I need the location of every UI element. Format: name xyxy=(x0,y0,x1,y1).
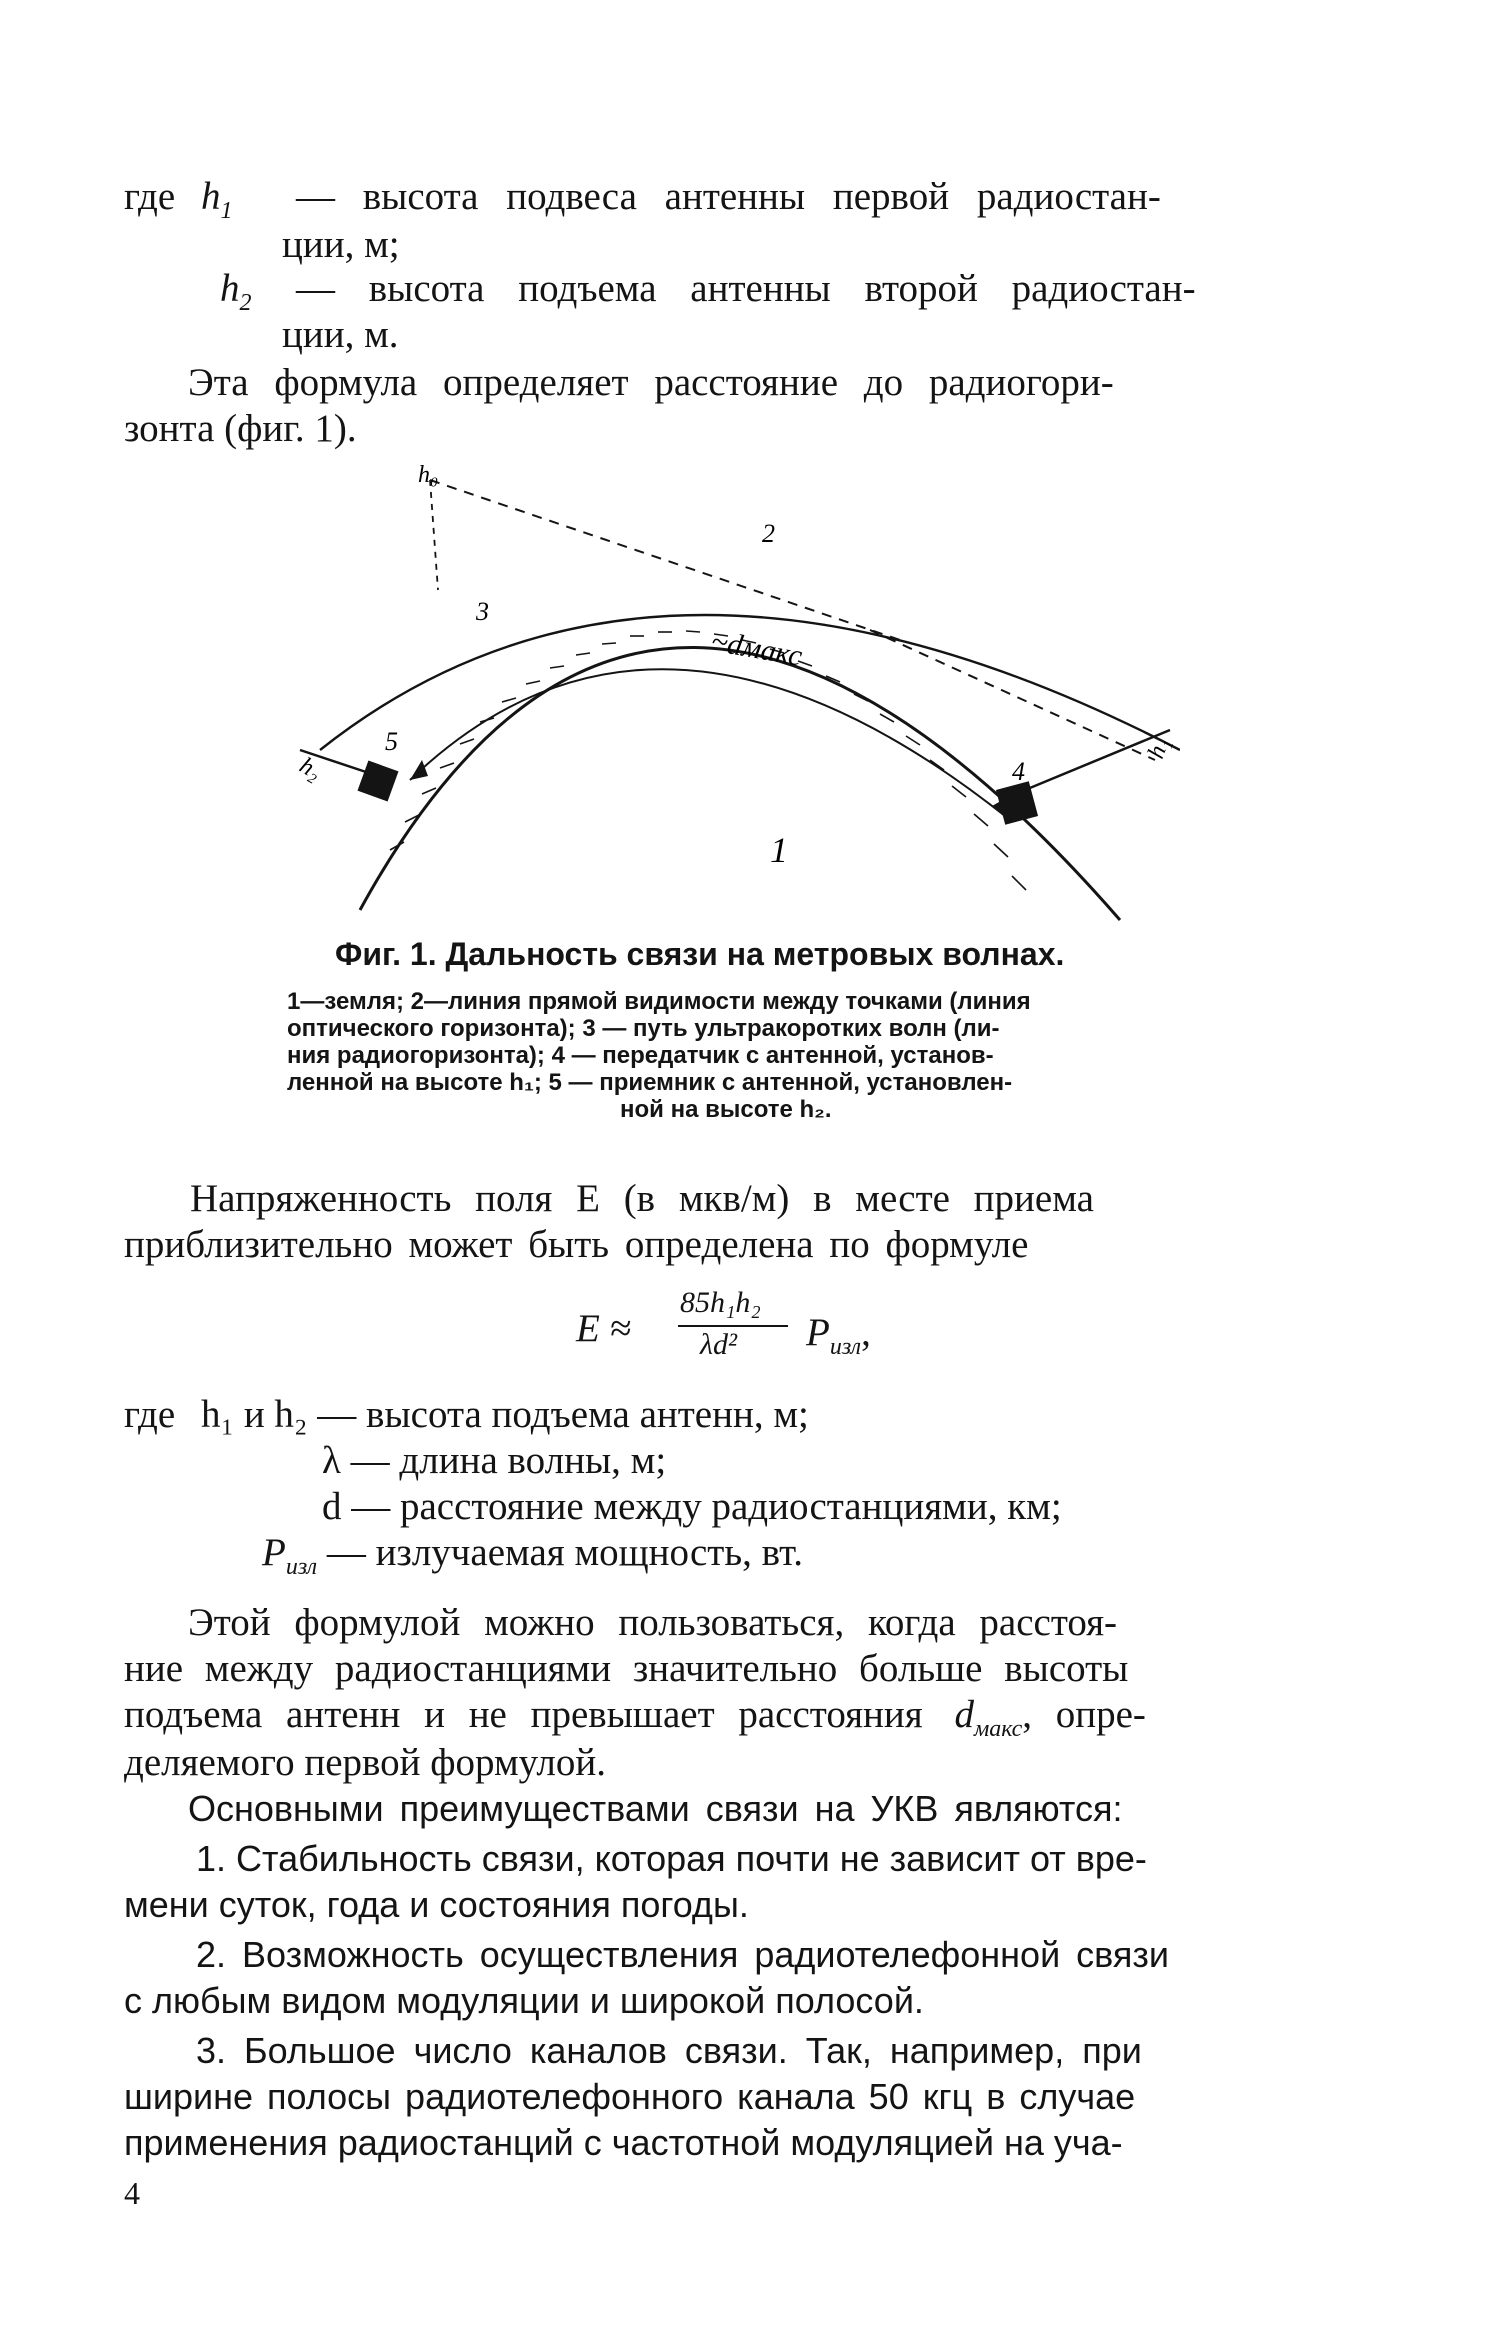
figure-caption-line-4: ленной на высоте h₁; 5 — приемник с антенной, установлен- xyxy=(287,1069,1013,1096)
label-h0: h₀ xyxy=(418,462,439,488)
figure-caption-line-5: ной на высоте h₂. xyxy=(620,1096,832,1123)
def-h2-cont: ции, м. xyxy=(282,313,399,356)
list-item-3-line-2: ширине полосы радиотелефонного канала 50 кгц в случае xyxy=(124,2076,1136,2117)
label-2: 2 xyxy=(762,519,775,548)
label-5: 5 xyxy=(385,727,398,756)
def-h1-line: где $h_1$ xyxy=(124,175,233,224)
vars-line-3: d — расстояние между радиостанциями, км; xyxy=(322,1485,1062,1528)
def-h1-text: — высота подвеса антенны первой радиостан- xyxy=(296,175,1161,218)
vars-line-2: λ — длина волны, м; xyxy=(322,1439,667,1482)
def-h1-cont: ции, м; xyxy=(282,223,400,266)
para3-line1: Этой формулой можно пользоваться, когда расстоя- xyxy=(188,1601,1118,1644)
list-item-2-line-1: 2. Возможность осуществления радиотелефонной связи xyxy=(196,1934,1170,1975)
receiver-5 xyxy=(357,760,398,801)
list-item-2-line-2: с любым видом модуляции и широкой полосой. xyxy=(124,1980,924,2021)
para3-line2: ние между радиостанциями значительно больше высоты xyxy=(124,1647,1129,1690)
para1-line1: Эта формула определяет расстояние до радиогори- xyxy=(188,361,1114,404)
def-h2-symbol: h xyxy=(220,267,240,310)
para2-line2: приблизительно может быть определена по формуле xyxy=(124,1223,1029,1266)
figure-caption-line-1: 1—земля; 2—линия прямой видимости между точками (линия xyxy=(287,988,1031,1015)
formula-rhs: $P_{изл}$, xyxy=(806,1311,871,1360)
label-dmax: ~dмакс xyxy=(708,624,805,673)
para1-line2: зонта (фиг. 1). xyxy=(124,407,357,450)
formula-denominator: λd² xyxy=(700,1328,737,1361)
figure-caption-title: Фиг. 1. Дальность связи на метровых волнах. xyxy=(335,936,1065,972)
label-3: 3 xyxy=(476,597,489,626)
list-item-3-line-1: 3. Большое число каналов связи. Так, например, при xyxy=(196,2030,1142,2071)
earth-hatching xyxy=(390,631,1026,890)
figure-1-diagram xyxy=(280,460,1180,940)
figure-caption-line-2: оптического горизонта); 3 — путь ультракоротких волн (ли- xyxy=(287,1015,1000,1042)
h0-drop xyxy=(430,480,438,590)
label-h1: h₁ xyxy=(1143,734,1175,763)
list-item-1-line-2: мени суток, года и состояния погоды. xyxy=(124,1884,749,1925)
figure-caption-line-3: ния радиогоризонта); 4 — передатчик с антенной, установ- xyxy=(287,1042,994,1069)
def-h2-line: $h_2$ xyxy=(220,267,252,316)
earth-surface xyxy=(360,647,1120,920)
para3-line4: деляемого первой формулой. xyxy=(124,1741,606,1784)
vars-line-1: где h₁ и h₂ — высота подъема антенн, м; xyxy=(124,1393,809,1436)
formula-lhs: E ≈ xyxy=(576,1307,631,1350)
dmax-arrow-head-left xyxy=(410,760,428,780)
label-4: 4 xyxy=(1012,757,1025,786)
formula-numerator: 85h₁h₂ xyxy=(680,1286,761,1319)
label-1: 1 xyxy=(770,830,788,870)
para4-line1: Основными преимуществами связи на УКВ являются: xyxy=(188,1788,1123,1829)
vars-line-4: $P_{изл}$ — излучаемая мощность, вт. xyxy=(262,1531,803,1580)
formula-fraction-bar xyxy=(678,1325,788,1327)
list-item-1-line-1: 1. Стабильность связи, которая почти не зависит от вре- xyxy=(196,1838,1147,1879)
def-h1-symbol: h xyxy=(200,175,221,218)
def-h2-text: — высота подъема антенны второй радиостан- xyxy=(296,267,1196,310)
label-h2: h₂ xyxy=(295,752,326,786)
def-where: где xyxy=(124,175,176,218)
para2-line1: Напряженность поля E (в мкв/м) в месте приема xyxy=(190,1177,1094,1220)
para3-line3: подъема антенн и не превышает расстояния $d_{макс}$, опре- xyxy=(124,1693,1146,1742)
list-item-3-line-3: применения радиостанций с частотной модуляцией на уча- xyxy=(124,2122,1123,2163)
page-number: 4 xyxy=(124,2175,140,2211)
